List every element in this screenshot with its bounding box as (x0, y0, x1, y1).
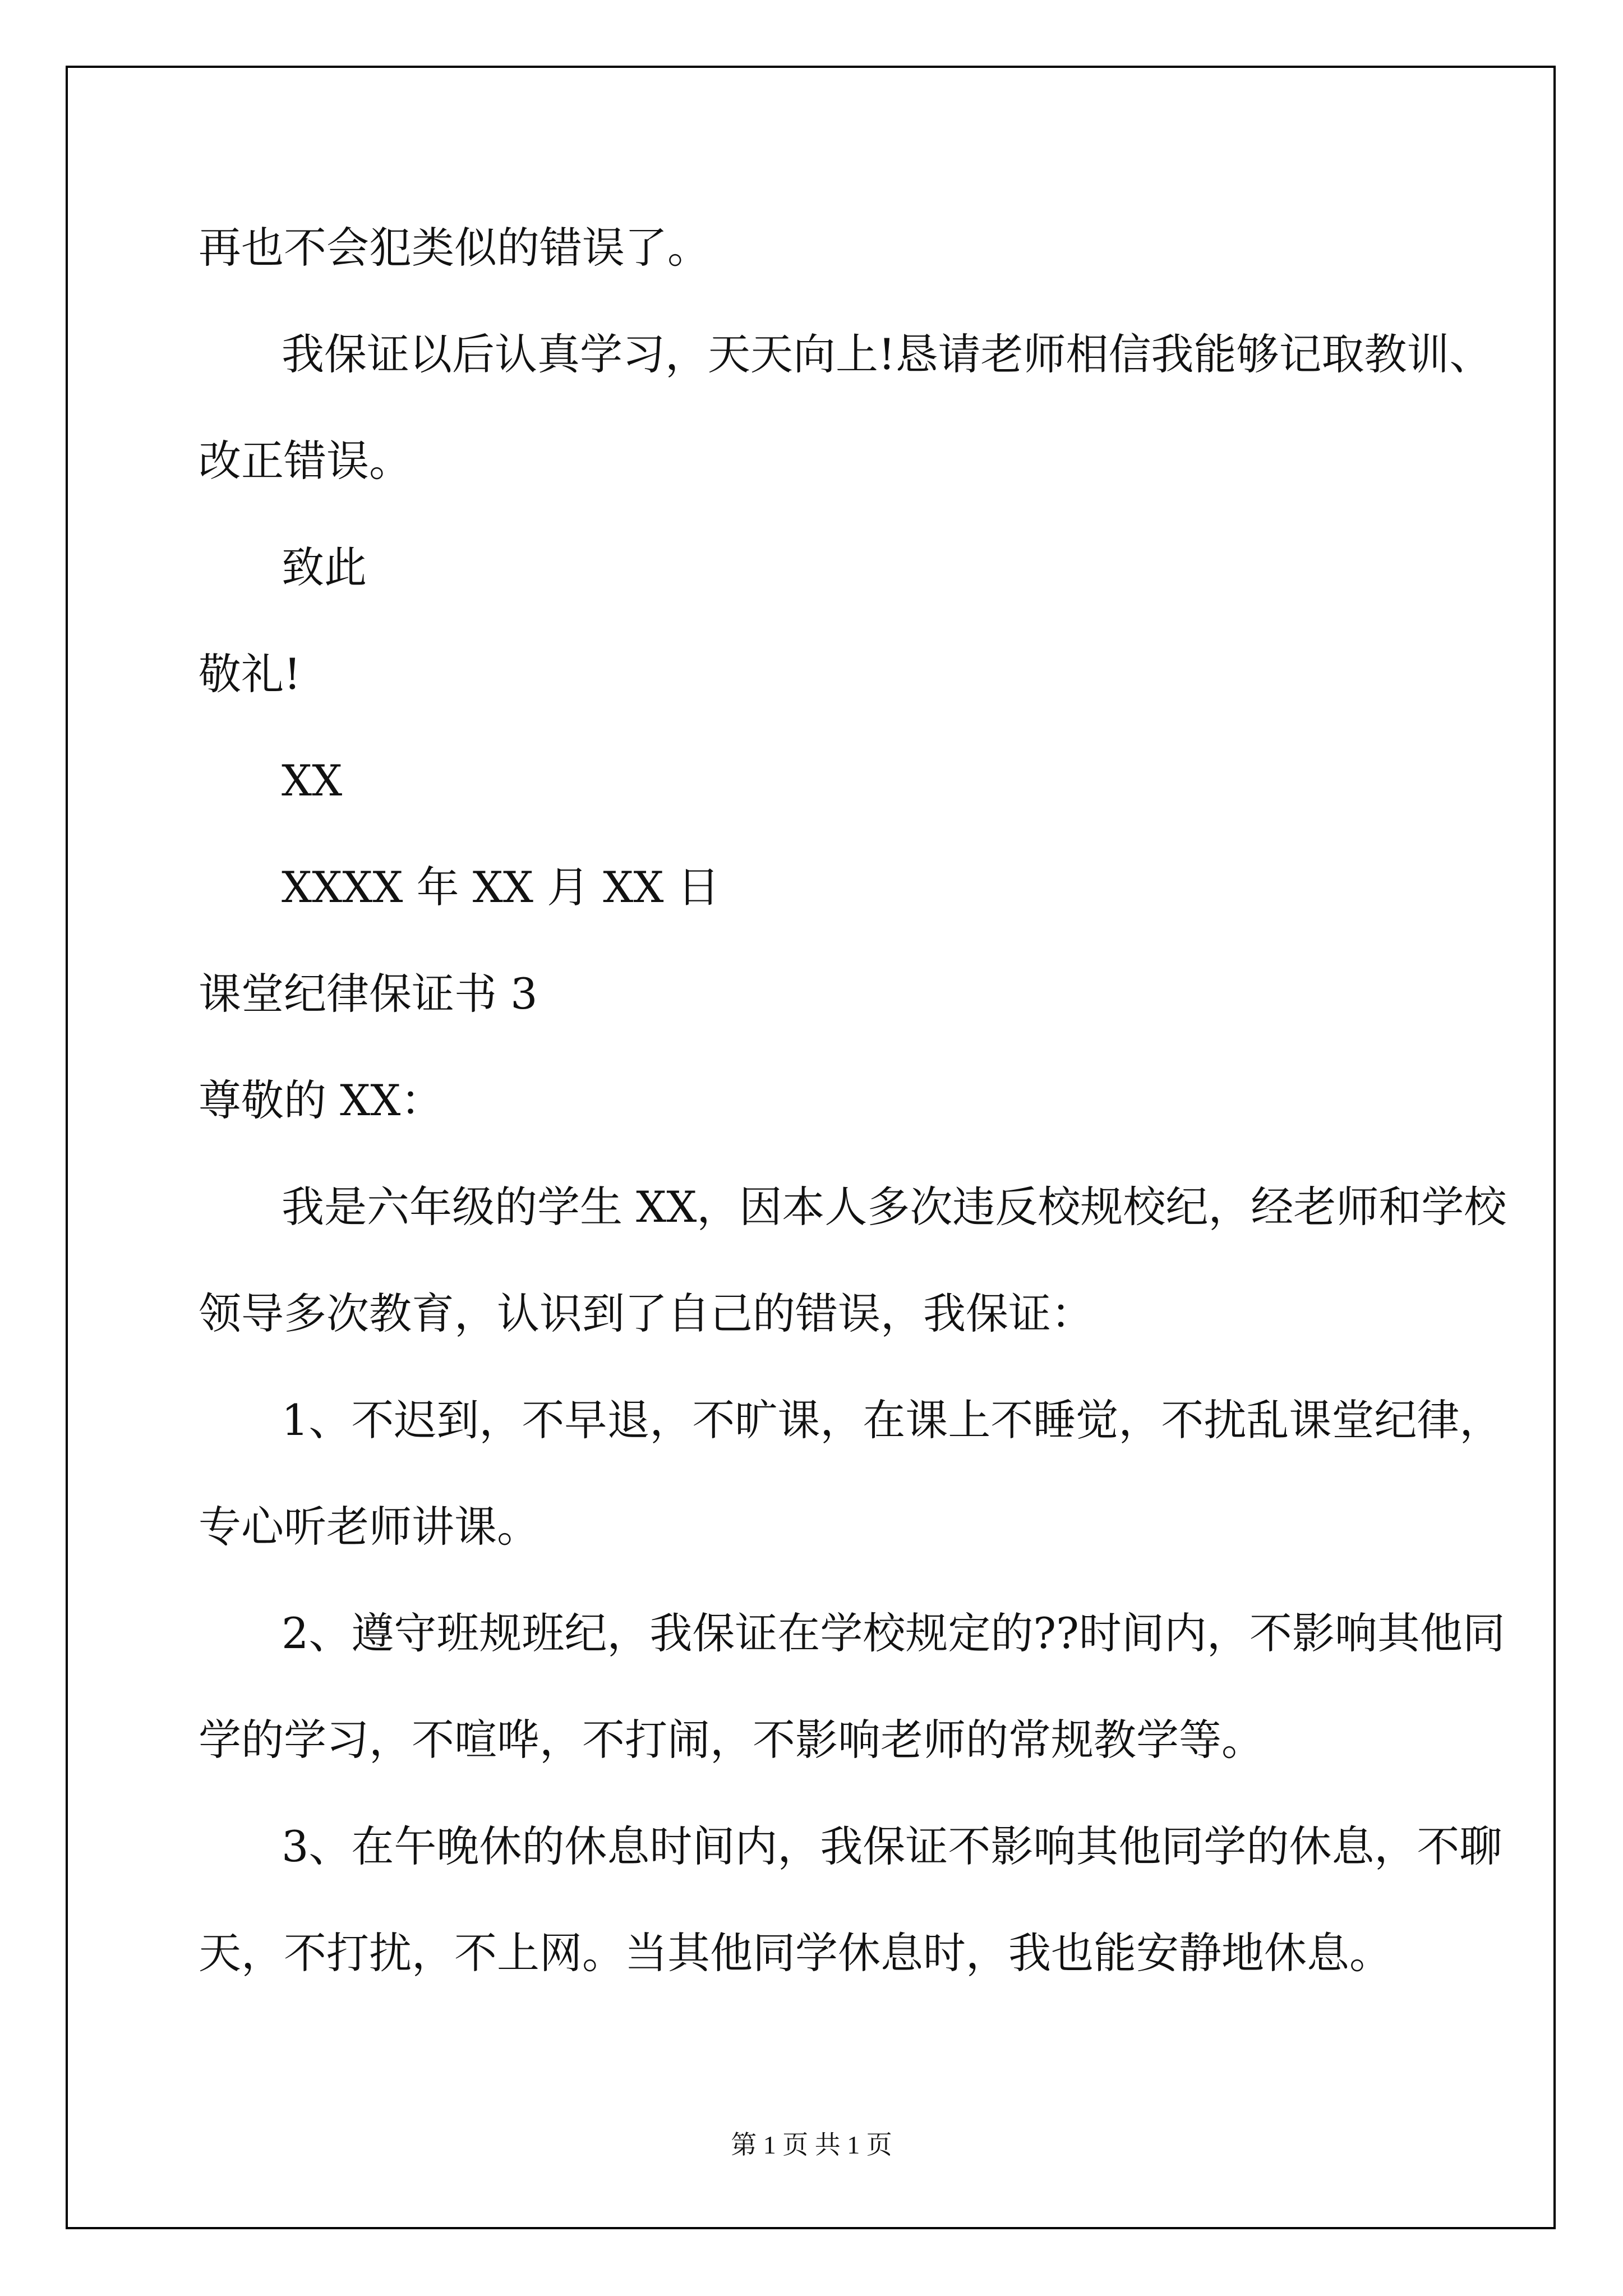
list-item: 3、在午晚休的休息时间内，我保证不影响其他同学的休息，不聊 (282, 1821, 1502, 1871)
page-border (66, 66, 1556, 2229)
signature-name: XX (282, 756, 343, 806)
text-line: 领导多次教育，认识到了自己的错误，我保证： (199, 1289, 1094, 1338)
signature-date: XXXX 年 XX 月 XX 日 (282, 862, 720, 912)
text-line: 天，不打扰，不上网。当其他同学休息时，我也能安静地休息。 (199, 1928, 1392, 1978)
text-line: 我是六年级的学生 XX，因本人多次违反校规校纪，经老师和学校 (282, 1182, 1507, 1232)
salutation: 敬礼! (199, 649, 301, 699)
list-item: 1、不迟到，不早退，不旷课，在课上不睡觉，不扰乱课堂纪律， (282, 1395, 1502, 1445)
closing-phrase: 致此 (282, 542, 367, 592)
greeting: 尊敬的 XX： (199, 1075, 444, 1125)
page-number-footer: 第 1 页 共 1 页 (731, 2131, 892, 2159)
text-line: 专心听老师讲课。 (199, 1502, 540, 1552)
text-line: 学的学习，不喧哗，不打闹，不影响老师的常规教学等。 (199, 1715, 1264, 1765)
text-line: 我保证以后认真学习，天天向上!恳请老师相信我能够记取教训、 (282, 329, 1492, 379)
section-title: 课堂纪律保证书 3 (199, 969, 538, 1019)
list-item: 2、遵守班规班纪，我保证在学校规定的??时间内，不影响其他同 (282, 1608, 1505, 1658)
text-line: 再也不会犯类似的错误了。 (199, 223, 710, 273)
text-line: 改正错误。 (199, 436, 412, 486)
